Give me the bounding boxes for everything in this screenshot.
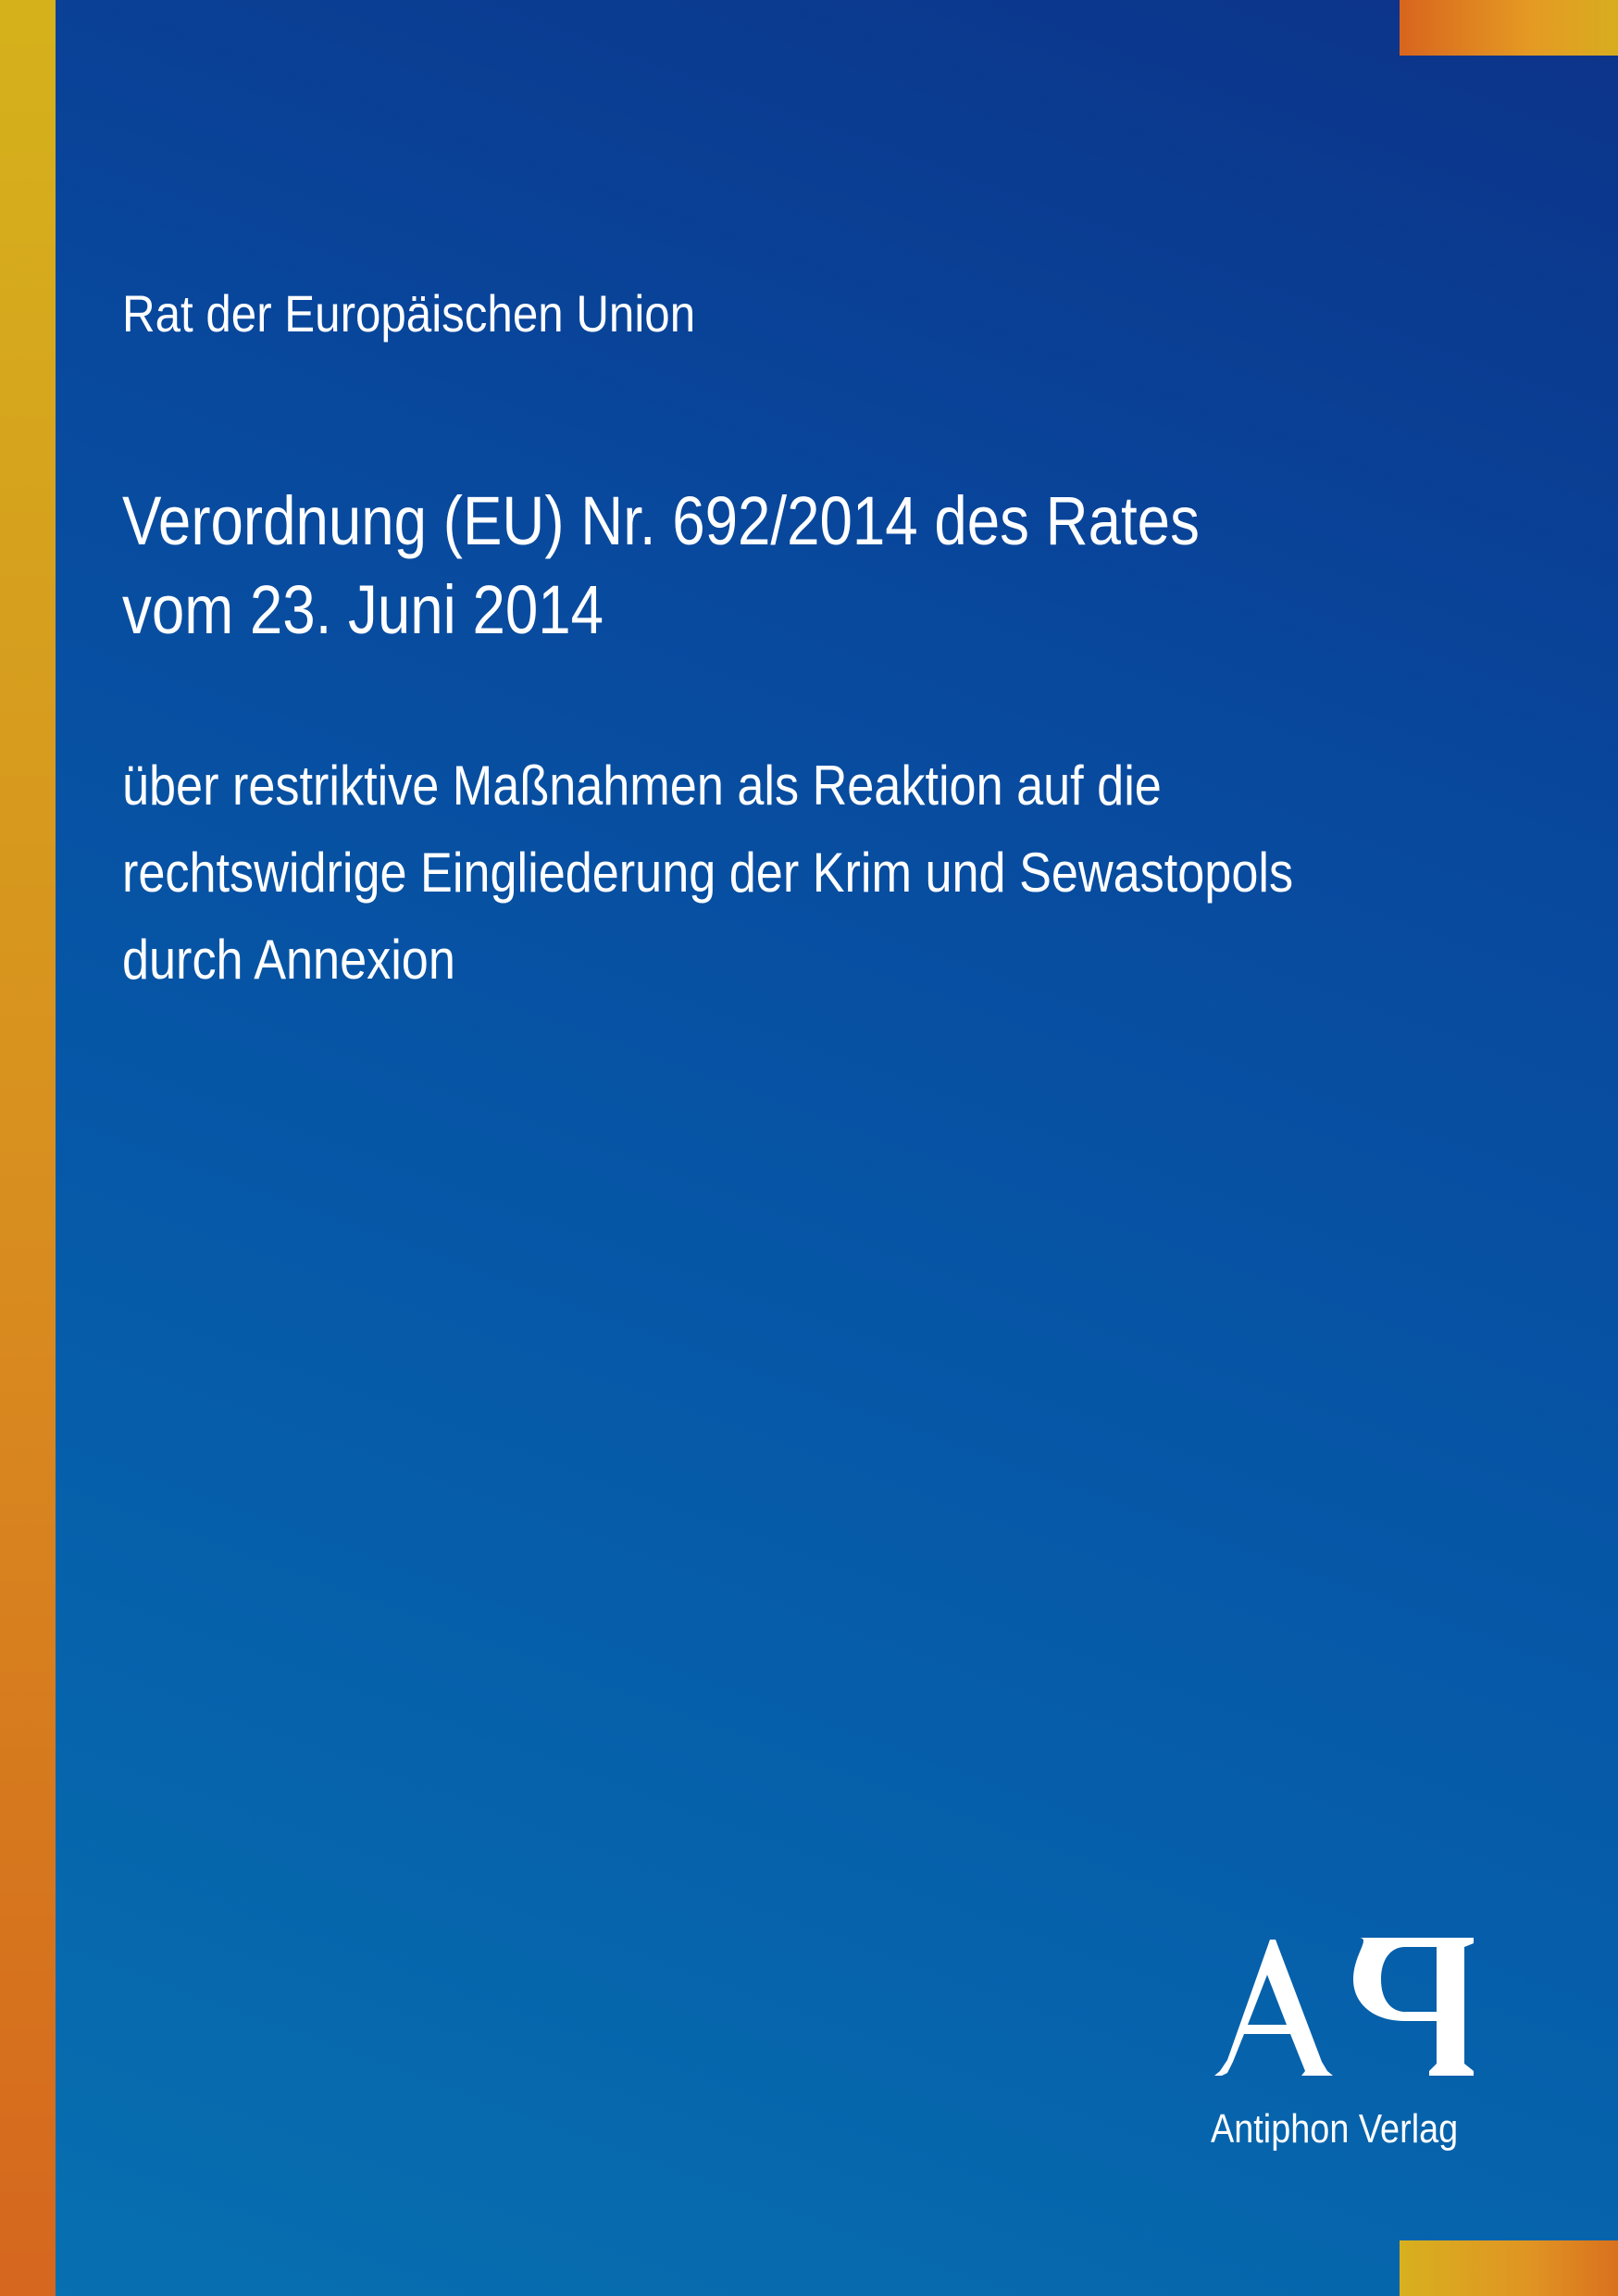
book-subtitle	[122, 742, 1293, 1004]
book-title-line: Verordnung (EU) Nr. 692/2014 des Rates	[122, 482, 1200, 559]
book-title-line: vom 23. Juni 2014	[122, 571, 604, 648]
book-subtitle-line: über restriktive Maßnahmen als Reaktion auf die	[122, 755, 1162, 817]
author-name: Rat der Europäischen Union	[122, 284, 696, 343]
publisher-name: Antiphon Verlag	[1211, 2106, 1459, 2152]
book-subtitle-line: durch Annexion	[122, 929, 455, 991]
top-right-accent-bar	[1400, 0, 1618, 56]
left-accent-strip	[0, 0, 56, 2296]
publisher-logo-icon	[1209, 1930, 1477, 2078]
book-subtitle-line: rechtswidrige Eingliederung der Krim und Sewastopols	[122, 842, 1294, 904]
book-title	[122, 477, 1200, 655]
bottom-right-accent-bar	[1400, 2240, 1618, 2296]
